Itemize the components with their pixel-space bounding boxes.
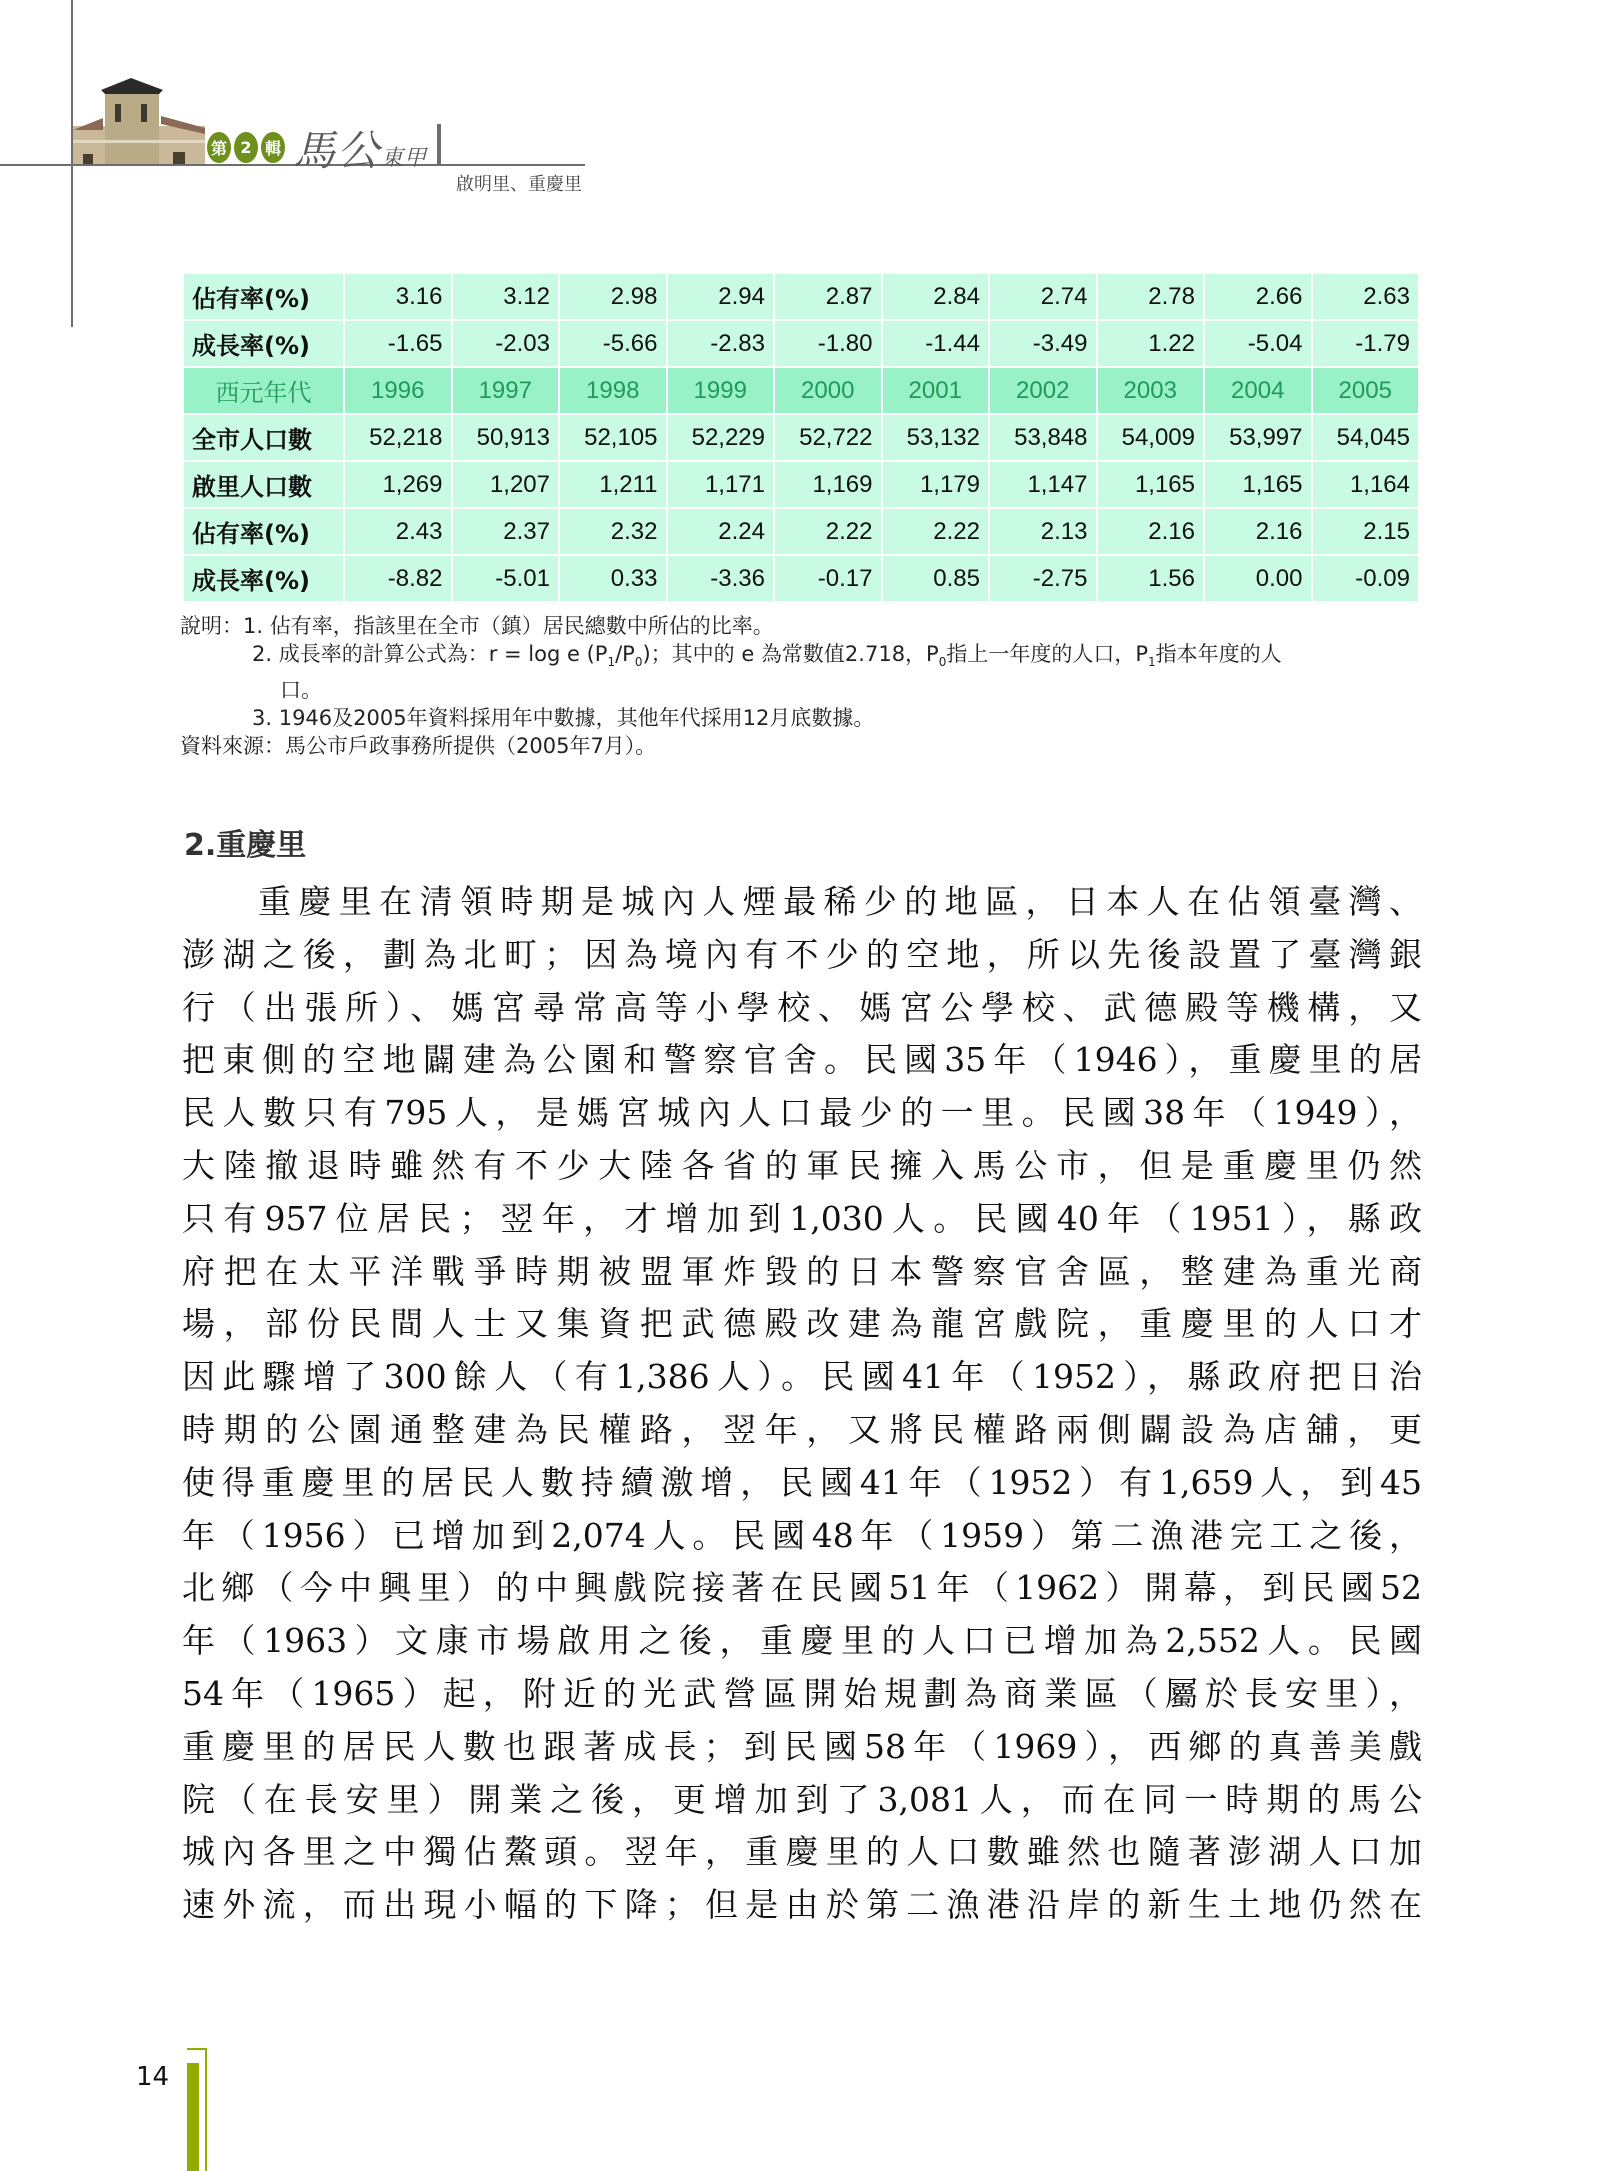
- table-cell: 2.78: [1097, 273, 1205, 320]
- subscript: 0: [634, 655, 643, 670]
- table-cell: 53,848: [989, 414, 1097, 461]
- body-line: 北鄉（今中興里）的中興戲院接著在民國51年（1962）開幕，到民國52: [182, 1568, 1422, 1608]
- chapter-subtitle: 啟明里、重慶里: [456, 174, 582, 195]
- table-cell: 52,218: [344, 414, 452, 461]
- table-cell: -8.82: [344, 555, 452, 602]
- table-cell: 2.16: [1097, 508, 1205, 555]
- table-cell: 1.22: [1097, 320, 1205, 367]
- note-2-part: 2. 成長率的計算公式為：r = log e (P: [252, 642, 608, 666]
- table-cell: -5.66: [559, 320, 667, 367]
- page-marker-frame: [187, 2048, 207, 2050]
- table-year-row: [183, 367, 1419, 414]
- body-line: 把東側的空地闢建為公園和警察官舍。民國35年（1946），重慶里的居: [182, 1040, 1422, 1080]
- table-cell: 52,722: [774, 414, 882, 461]
- table-row: [183, 555, 1419, 602]
- table-cell: -2.75: [989, 555, 1097, 602]
- table-cell: 1,147: [989, 461, 1097, 508]
- volume-badges: [207, 132, 285, 163]
- note-3: 3. 1946及2005年資料採用年中數據，其他年代採用12月底數據。: [252, 706, 875, 731]
- table-cell: 0.85: [882, 555, 990, 602]
- year-cell: 2000: [774, 367, 882, 414]
- table-cell: 0.33: [559, 555, 667, 602]
- body-line: 因此驟增了300餘人（有1,386人）。民國41年（1952），縣政府把日治: [182, 1357, 1422, 1397]
- table-cell: 2.22: [774, 508, 882, 555]
- table-cell: 3.16: [344, 273, 452, 320]
- population-table: [182, 272, 1420, 603]
- badge-number: 2: [234, 132, 258, 163]
- row-label: 佔有率(%): [183, 508, 344, 555]
- badge-di: 第: [207, 132, 231, 163]
- table-cell: 2.13: [989, 508, 1097, 555]
- table-cell: 2.43: [344, 508, 452, 555]
- page-number: 14: [136, 2062, 170, 2092]
- row-label: 全市人口數: [183, 414, 344, 461]
- table-row: [183, 414, 1419, 461]
- table-cell: 2.15: [1312, 508, 1420, 555]
- table-cell: 54,009: [1097, 414, 1205, 461]
- table-cell: 1,207: [452, 461, 560, 508]
- table-cell: 2.74: [989, 273, 1097, 320]
- year-cell: 2001: [882, 367, 990, 414]
- table-cell: 2.37: [452, 508, 560, 555]
- year-cell: 2003: [1097, 367, 1205, 414]
- table-cell: 2.98: [559, 273, 667, 320]
- table-cell: -1.80: [774, 320, 882, 367]
- body-line: 速外流，而出現小幅的下降；但是由於第二漁港沿岸的新生土地仍然在: [182, 1885, 1422, 1925]
- table-cell: -1.65: [344, 320, 452, 367]
- body-line: 年（1963）文康市場啟用之後，重慶里的人口已增加為2,552人。民國: [182, 1621, 1422, 1661]
- table-row: [183, 508, 1419, 555]
- page-marker-bar: [187, 2063, 199, 2171]
- year-cell: 1996: [344, 367, 452, 414]
- table-cell: 2.32: [559, 508, 667, 555]
- table-cell: 53,997: [1204, 414, 1312, 461]
- table-cell: -0.17: [774, 555, 882, 602]
- row-label: 成長率(%): [183, 555, 344, 602]
- body-line: 大陸撤退時雖然有不少大陸各省的軍民擁入馬公市，但是重慶里仍然: [182, 1145, 1422, 1185]
- body-line: 只有957位居民；翌年，才增加到1,030人。民國40年（1951），縣政: [182, 1198, 1422, 1238]
- table-cell: 1,171: [667, 461, 775, 508]
- table-cell: 3.12: [452, 273, 560, 320]
- table-cell: 53,132: [882, 414, 990, 461]
- subscript: 1: [607, 655, 616, 670]
- year-cell: 1997: [452, 367, 560, 414]
- note-2-continued: 口。: [280, 678, 322, 703]
- table-cell: -2.83: [667, 320, 775, 367]
- body-line: 重慶里的居民人數也跟著成長；到民國58年（1969），西鄉的真善美戲: [182, 1726, 1422, 1766]
- table-cell: -3.49: [989, 320, 1097, 367]
- series-title: [293, 118, 427, 178]
- table-cell: 1,165: [1097, 461, 1205, 508]
- table-cell: 2.66: [1204, 273, 1312, 320]
- body-line: 時期的公園通整建為民權路，翌年，又將民權路兩側闢設為店舖，更: [182, 1409, 1422, 1449]
- series-title-main: 馬公: [293, 126, 382, 175]
- note-2-part: 指上一年度的人口，P: [946, 642, 1149, 666]
- table-cell: 1,169: [774, 461, 882, 508]
- table-cell: -2.03: [452, 320, 560, 367]
- table-cell: 54,045: [1312, 414, 1420, 461]
- table-cell: -0.09: [1312, 555, 1420, 602]
- row-label: 佔有率(%): [183, 273, 344, 320]
- table-row: [183, 461, 1419, 508]
- note-2-part: /P: [615, 642, 635, 666]
- table-cell: -5.04: [1204, 320, 1312, 367]
- table-notes: [180, 612, 1430, 760]
- table-cell: 2.87: [774, 273, 882, 320]
- row-label: 成長率(%): [183, 320, 344, 367]
- table-cell: 1,211: [559, 461, 667, 508]
- note-2: [180, 640, 1430, 676]
- body-line: 年（1956）已增加到2,074人。民國48年（1959）第二漁港完工之後，: [182, 1515, 1422, 1555]
- table-row: [183, 320, 1419, 367]
- row-label: 啟里人口數: [183, 461, 344, 508]
- table-cell: 1,164: [1312, 461, 1420, 508]
- table-cell: -3.36: [667, 555, 775, 602]
- badge-ji: 輯: [261, 132, 285, 163]
- table-cell: 2.16: [1204, 508, 1312, 555]
- table-cell: 2.22: [882, 508, 990, 555]
- table-cell: -5.01: [452, 555, 560, 602]
- table-cell: 1,179: [882, 461, 990, 508]
- table-cell: 0.00: [1204, 555, 1312, 602]
- note-2-part: 指本年度的人: [1155, 642, 1282, 666]
- year-cell: 2004: [1204, 367, 1312, 414]
- table-cell: 1,165: [1204, 461, 1312, 508]
- table-cell: 52,105: [559, 414, 667, 461]
- table-cell: 2.24: [667, 508, 775, 555]
- body-line: 府把在太平洋戰爭時期被盟軍炸毀的日本警察官舍區，整建為重光商: [182, 1251, 1422, 1291]
- table-cell: 52,229: [667, 414, 775, 461]
- title-divider: [437, 124, 441, 164]
- year-cell: 1998: [559, 367, 667, 414]
- table-cell: 2.84: [882, 273, 990, 320]
- subscript: 1: [1148, 655, 1156, 670]
- table-cell: 50,913: [452, 414, 560, 461]
- body-line: 行（出張所）、媽宮尋常高等小學校、媽宮公學校、武德殿等機構，又: [182, 987, 1422, 1027]
- body-line: 澎湖之後，劃為北町；因為境內有不少的空地，所以先後設置了臺灣銀: [182, 934, 1422, 974]
- subscript: 0: [938, 655, 947, 670]
- body-line: 場，部份民間人士又集資把武德殿改建為龍宮戲院，重慶里的人口才: [182, 1304, 1422, 1344]
- year-cell: 2005: [1312, 367, 1420, 414]
- year-cell: 2002: [989, 367, 1097, 414]
- body-line: 民人數只有795人，是媽宮城內人口最少的一里。民國38年（1949），: [182, 1093, 1422, 1133]
- table-cell: 1,269: [344, 461, 452, 508]
- table-row: [183, 273, 1419, 320]
- year-cell: 1999: [667, 367, 775, 414]
- body-line: 54年（1965）起，附近的光武營區開始規劃為商業區（屬於長安里），: [182, 1673, 1422, 1713]
- section-heading: 2.重慶里: [184, 828, 307, 863]
- note-1: 說明：1. 佔有率，指該里在全市（鎮）居民總數中所佔的比率。: [180, 614, 774, 638]
- body-line: 院（在長安里）開業之後，更增加到了3,081人，而在同一時期的馬公: [182, 1779, 1422, 1819]
- table-cell: 1.56: [1097, 555, 1205, 602]
- body-line: 使得重慶里的居民人數持續激增，民國41年（1952）有1,659人，到45: [182, 1462, 1422, 1502]
- page-marker-frame: [205, 2048, 207, 2171]
- table-cell: 2.94: [667, 273, 775, 320]
- note-2-part: )；其中的 e 為常數值2.718，P: [642, 642, 939, 666]
- data-source: 資料來源：馬公市戶政事務所提供（2005年7月）。: [180, 734, 657, 759]
- building-photo-icon: [73, 78, 205, 164]
- table-cell: -1.79: [1312, 320, 1420, 367]
- table-cell: 2.63: [1312, 273, 1420, 320]
- row-label: 西元年代: [183, 367, 344, 414]
- section-body: [182, 876, 1422, 1932]
- body-line: 重慶里在清領時期是城內人煙最稀少的地區，日本人在佔領臺灣、: [258, 882, 1422, 921]
- series-title-small: 東甲: [381, 146, 428, 171]
- table-cell: -1.44: [882, 320, 990, 367]
- body-line: 城內各里之中獨佔鰲頭。翌年，重慶里的人口數雖然也隨著澎湖人口加: [182, 1832, 1422, 1872]
